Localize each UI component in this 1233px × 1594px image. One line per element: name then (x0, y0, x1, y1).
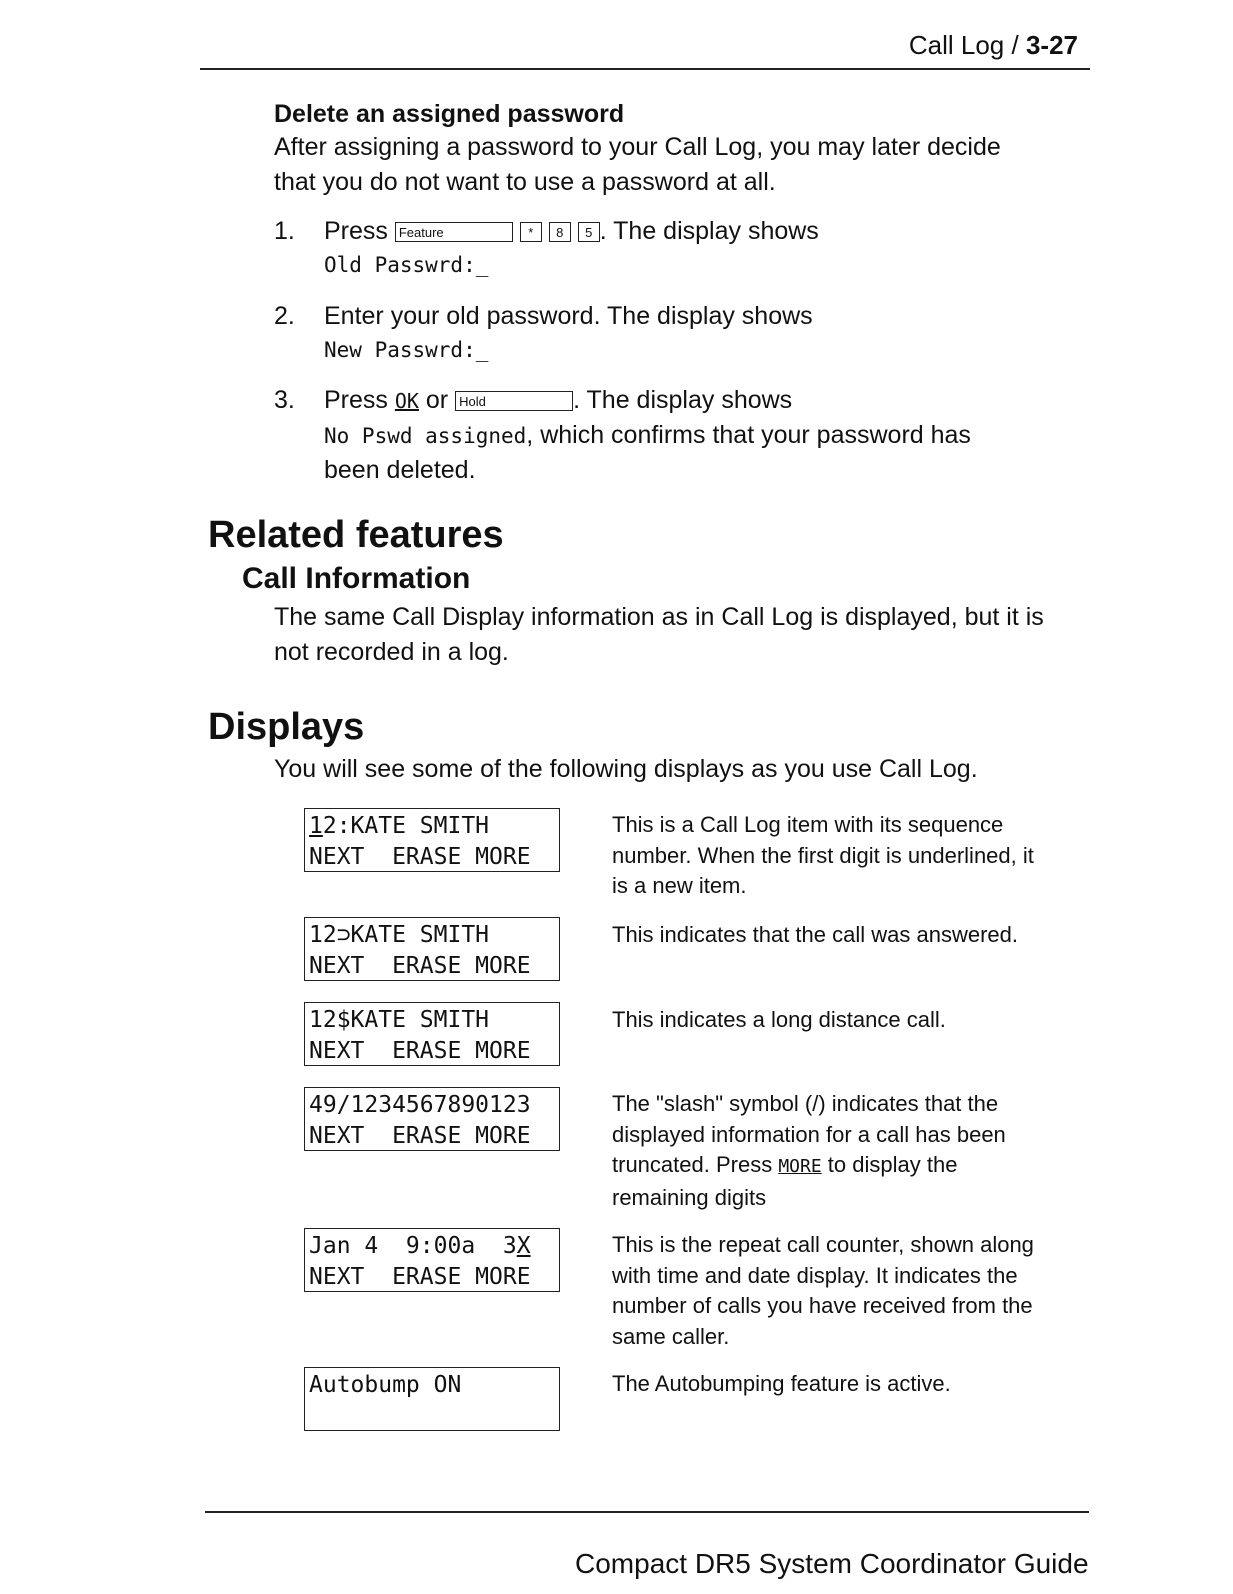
display-description: This indicates a long distance call. (612, 1007, 946, 1032)
lcd-line1: 12$KATE SMITH (309, 1007, 490, 1033)
lcd-line1: 49/1234567890123 (309, 1092, 531, 1118)
key-8: 8 (549, 222, 571, 242)
related-features-heading: Related features (208, 514, 504, 556)
footer-rule (205, 1511, 1089, 1513)
page-header (909, 30, 1078, 61)
description-text: to display the remaining digits (612, 1152, 958, 1210)
lcd-line2: NEXT ERASE MORE (309, 1264, 531, 1290)
step-text: or (425, 386, 449, 414)
display-description: The Autobumping feature is active. (612, 1371, 951, 1396)
step-number: 1. (274, 217, 295, 245)
display-text: New Passwrd:_ (324, 338, 489, 362)
lcd-line1-underlined: 1 (309, 813, 323, 839)
section-intro: After assigning a password to your Call Log, you may later decide that you do not want to use a password at all. (274, 133, 1001, 196)
lcd-display (304, 808, 560, 872)
lcd-line2: NEXT ERASE MORE (309, 1123, 531, 1149)
step-number: 2. (274, 302, 295, 330)
step-2 (274, 299, 1074, 367)
display-text: No Pswd assigned (324, 424, 527, 448)
step-text: Enter your old password. The display shows (324, 302, 813, 330)
lcd-line1: Jan 4 9:00a 3 (309, 1233, 517, 1259)
step-text: been deleted. (324, 456, 476, 484)
display-description: This indicates that the call was answered. (612, 922, 1018, 947)
displays-intro: You will see some of the following displays as you use Call Log. (274, 755, 978, 783)
lcd-line1: Autobump ON (309, 1372, 462, 1398)
lcd-line2: NEXT ERASE MORE (309, 953, 531, 979)
call-information-heading: Call Information (242, 562, 471, 595)
header-section: Call Log / (908, 30, 1026, 60)
description-text: The "slash" symbol (/) indicates that the displayed information for a call has been truncated. Press (612, 1091, 1006, 1177)
page-number: 3-27 (1025, 30, 1078, 60)
lcd-line2: NEXT ERASE MORE (309, 844, 531, 870)
lcd-display (304, 917, 560, 981)
section-heading: Delete an assigned password (274, 100, 625, 128)
lcd-display (304, 1228, 560, 1292)
step-text: . The display shows (599, 217, 819, 245)
ok-softkey: OK (394, 389, 419, 413)
step-text: Press (324, 386, 388, 414)
hold-key: Hold (455, 391, 573, 411)
step-text: Press (324, 217, 388, 245)
display-text: Old Passwrd:_ (324, 253, 489, 277)
step-1 (274, 214, 1074, 282)
lcd-display (304, 1367, 560, 1431)
related-text: The same Call Display information as in Call Log is displayed, but it is not recorded in a log. (274, 603, 1044, 666)
step-text: , which confirms that your password has (526, 421, 971, 449)
lcd-display (304, 1002, 560, 1066)
footer-title: Compact DR5 System Coordinator Guide (575, 1548, 1089, 1579)
step-number: 3. (274, 386, 295, 414)
display-description (612, 1089, 1052, 1213)
lcd-line1-underlined: X (516, 1233, 531, 1259)
header-rule (200, 68, 1090, 70)
lcd-line2: NEXT ERASE MORE (309, 1038, 531, 1064)
step-text: . The display shows (573, 386, 793, 414)
display-description: This is the repeat call counter, shown along with time and date display. It indicates the number of calls you have received from the same caller. (612, 1232, 1034, 1349)
display-description: This is a Call Log item with its sequence number. When the first digit is underlined, it is a new item. (612, 812, 1034, 898)
lcd-line1: 2:KATE SMITH (322, 813, 490, 839)
star-key: * (520, 222, 542, 242)
step-3 (274, 383, 1074, 487)
displays-heading: Displays (208, 706, 365, 748)
more-softkey: MORE (778, 1156, 822, 1177)
key-5: 5 (578, 222, 600, 242)
lcd-display (304, 1087, 560, 1151)
lcd-line1: 12⊃KATE SMITH (309, 922, 490, 948)
feature-key: Feature (395, 222, 513, 242)
